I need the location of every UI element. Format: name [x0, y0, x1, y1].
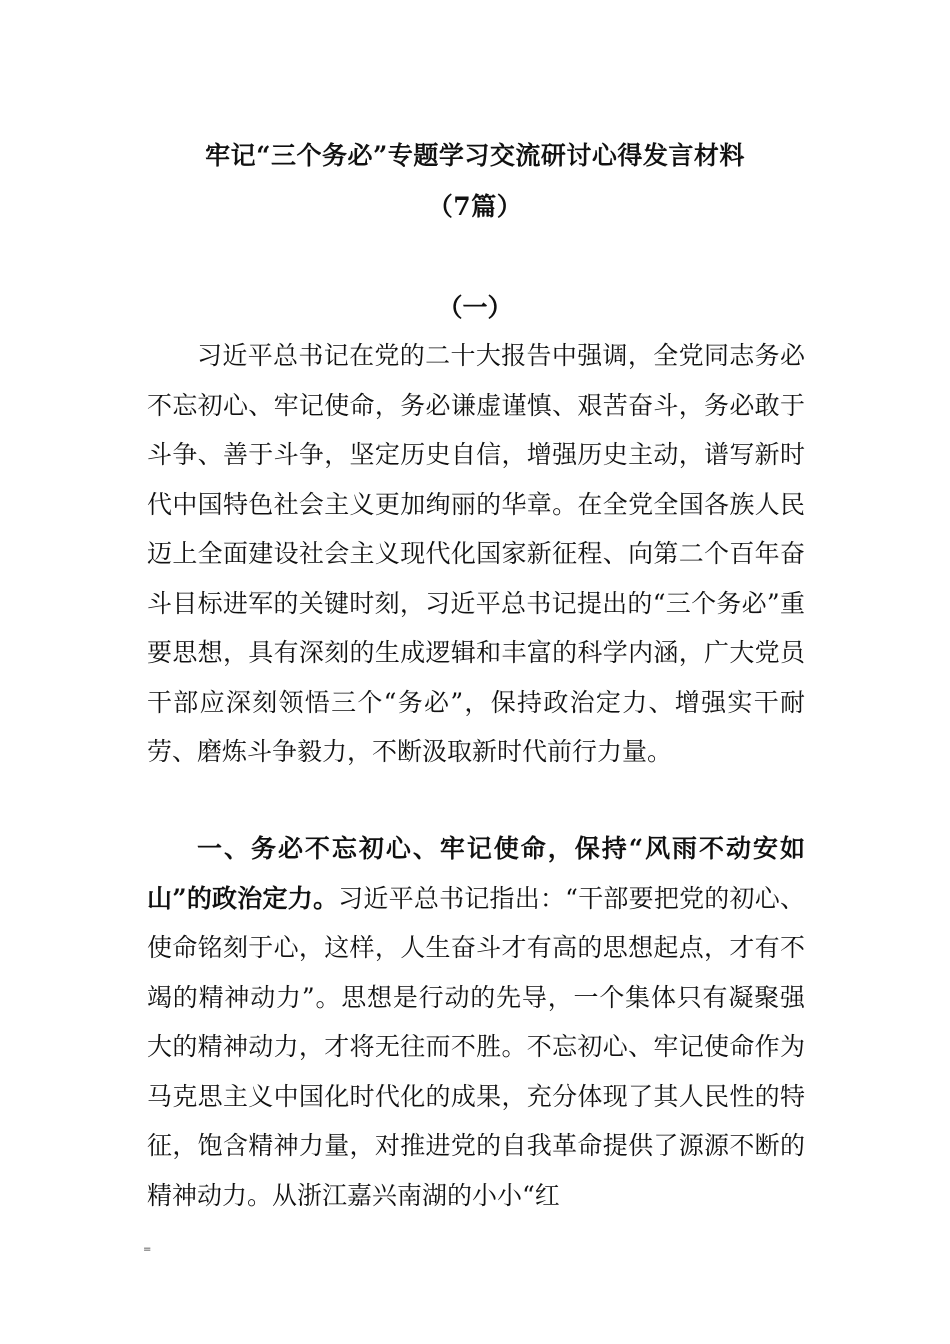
footer-mark: =: [143, 1244, 152, 1255]
document-subtitle: （7篇）: [427, 192, 523, 221]
paragraph-body: 习近平总书记指出：“干部要把党的初心、使命铭刻于心，这样，人生奋斗才有高的思想起点，才有不竭的精神动力”。思想是行动的先导，一个集体只有凝聚强大的精神动力，才将无往而不胜。不忘初心、牢记使命作为马克思主义中国化时代化的成果，充分体现了其人民性的特征，饱含精神力量，对推进党的自我革命提供了源源不断的精神动力。从浙江嘉兴南湖的小小“红: [147, 883, 805, 1210]
paragraph-lead-heading: 一、务必不忘初心、牢记使命，保持“风雨不动安如山”的政治定力。: [147, 834, 805, 913]
document-title: 牢记“三个务必”专题学习交流研讨心得发言材料: [205, 141, 745, 170]
paragraph-point-one: [147, 824, 805, 1220]
section-heading: （一）: [437, 293, 513, 322]
paragraph-intro: 习近平总书记在党的二十大报告中强调，全党同志务必不忘初心、牢记使命，务必谦虚谨慎、艰苦奋斗，务必敢于斗争、善于斗争，坚定历史自信，增强历史主动，谱写新时代中国特色社会主义更加绚丽的华章。在全党全国各族人民迈上全面建设社会主义现代化国家新征程、向第二个百年奋斗目标进军的关键时刻，习近平总书记提出的“三个务必”重要思想，具有深刻的生成逻辑和丰富的科学内涵，广大党员干部应深刻领悟三个“务必”，保持政治定力、增强实干耐劳、磨炼斗争毅力，不断汲取新时代前行力量。: [147, 341, 805, 766]
